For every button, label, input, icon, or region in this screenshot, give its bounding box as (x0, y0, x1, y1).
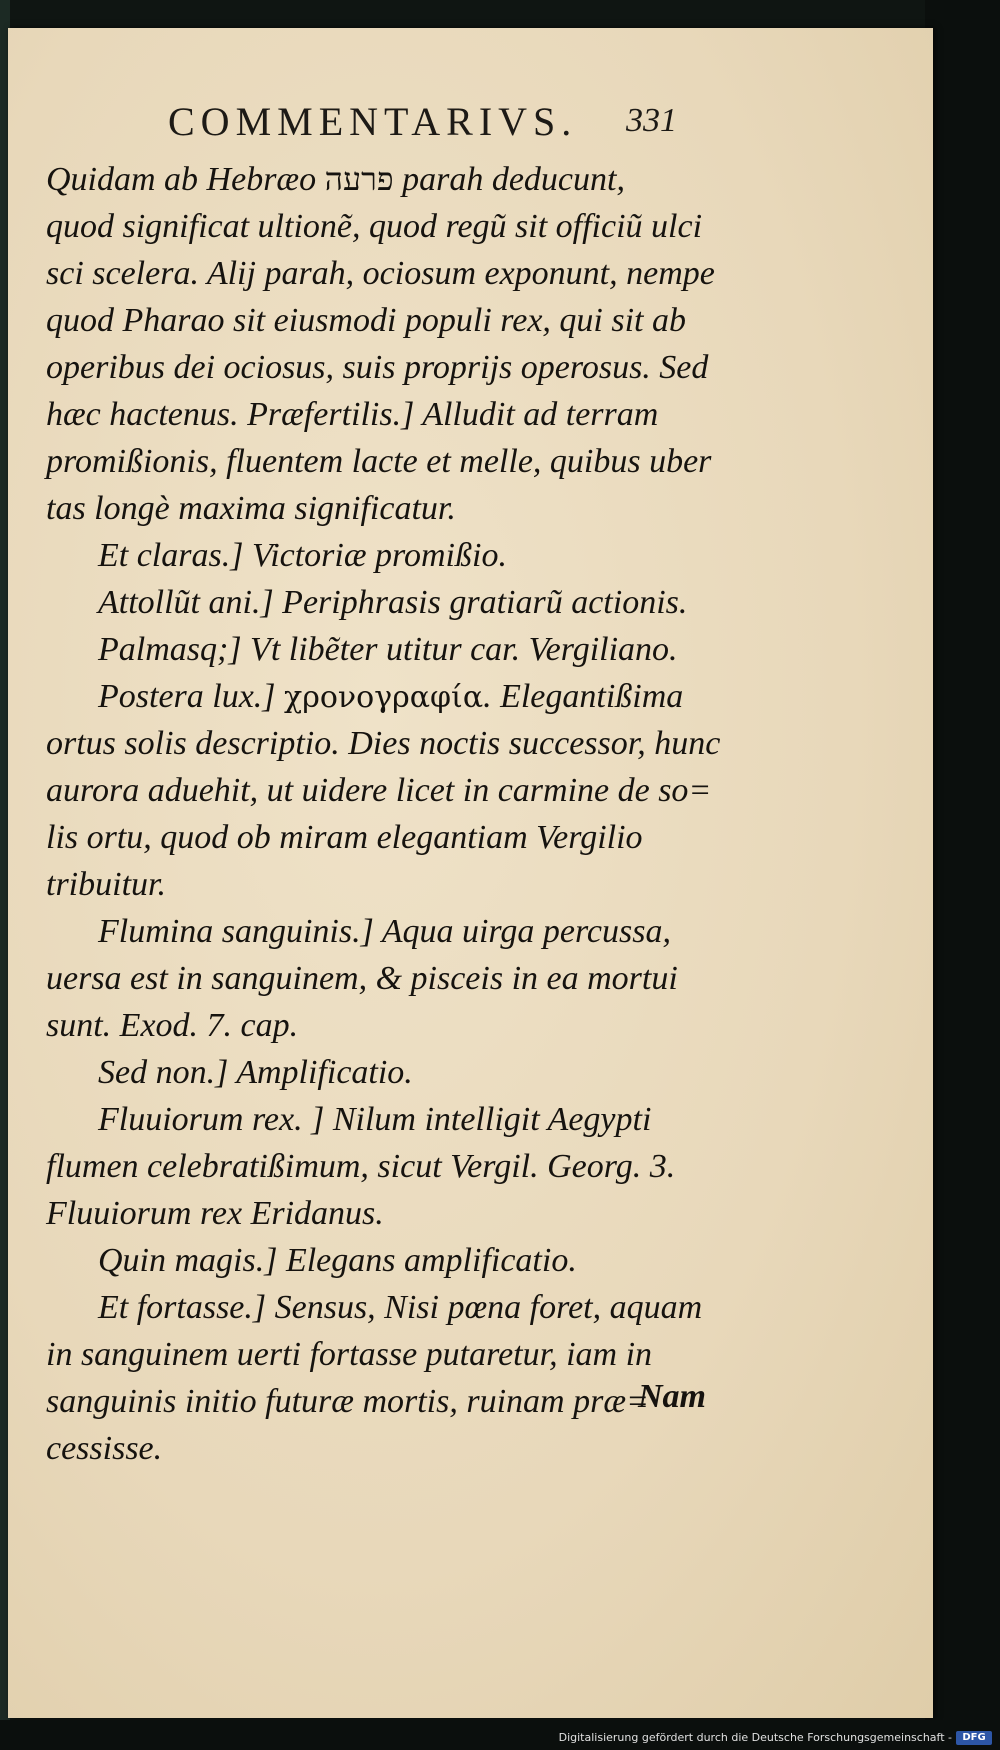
text-line: ortus solis descriptio. Dies noctis successor, hunc (46, 725, 721, 762)
text-line: Et fortasse.] Sensus, Nisi pœna foret, aquam (98, 1289, 703, 1326)
text-line: flumen celebratißimum, sicut Vergil. Georg. 3. (46, 1148, 676, 1185)
text-segment: Postera lux.] (98, 678, 285, 715)
text-line: sunt. Exod. 7. cap. (46, 1007, 299, 1044)
text-line: Et claras.] Victoriæ promißio. (98, 537, 507, 574)
text-line: cessisse. (46, 1430, 163, 1467)
book-page (8, 28, 933, 1718)
text-line (46, 156, 746, 203)
text-line: Sed non.] Amplificatio. (98, 1054, 413, 1091)
text-segment: . Elegantißima (483, 678, 684, 715)
text-line: quod Pharao sit eiusmodi populi rex, qui sit ab (46, 302, 687, 339)
text-segment: Quidam ab Hebræo (46, 161, 325, 198)
text-line: sanguinis initio futuræ mortis, ruinam præ= (46, 1383, 649, 1420)
commentary-text (46, 156, 746, 1472)
text-line: Palmasq;] Vt libẽter utitur car. Vergiliano. (98, 631, 678, 668)
text-line: tribuitur. (46, 866, 166, 903)
scan-background (925, 0, 1000, 1750)
text-line: Flumina sanguinis.] Aqua uirga percussa, (98, 913, 671, 950)
text-line: uersa est in sanguinem, & pisceis in ea mortui (46, 960, 678, 997)
text-line: aurora aduehit, ut uidere licet in carmine de so= (46, 772, 712, 809)
text-segment: parah deducunt, (393, 161, 625, 198)
digitization-footer (0, 1720, 1000, 1750)
catchword: Nam (638, 1378, 706, 1415)
text-line: hæc hactenus. Præfertilis.] Alludit ad terram (46, 396, 659, 433)
text-line (46, 673, 746, 720)
footer-credit: Digitalisierung gefördert durch die Deutsche Forschungsgemeinschaft - (558, 1731, 952, 1744)
text-line: tas longè maxima significatur. (46, 490, 456, 527)
hebrew-word: פרעה (324, 160, 394, 198)
text-line: Fluuiorum rex Eridanus. (46, 1195, 384, 1232)
text-line: sci scelera. Alij parah, ociosum exponunt, nempe (46, 255, 715, 292)
text-line: Attollũt ani.] Periphrasis gratiarũ actionis. (98, 584, 688, 621)
text-line: operibus dei ociosus, suis proprijs operosus. Sed (46, 349, 709, 386)
text-line: Quin magis.] Elegans amplificatio. (98, 1242, 577, 1279)
text-line: promißionis, fluentem lacte et melle, quibus uber (46, 443, 712, 480)
text-line: lis ortu, quod ob miram elegantiam Vergilio (46, 819, 643, 856)
text-line: in sanguinem uerti fortasse putaretur, iam in (46, 1336, 653, 1373)
page-header (8, 98, 933, 158)
running-head: COMMENTARIVS. (168, 99, 578, 144)
greek-word: χρονογραφία (284, 680, 484, 715)
text-line: Fluuiorum rex. ] Nilum intelligit Aegypti (98, 1101, 652, 1138)
text-line: quod significat ultionẽ, quod regũ sit officiũ ulci (46, 208, 703, 245)
dfg-logo: DFG (956, 1731, 992, 1745)
page-number: 331 (626, 102, 677, 139)
